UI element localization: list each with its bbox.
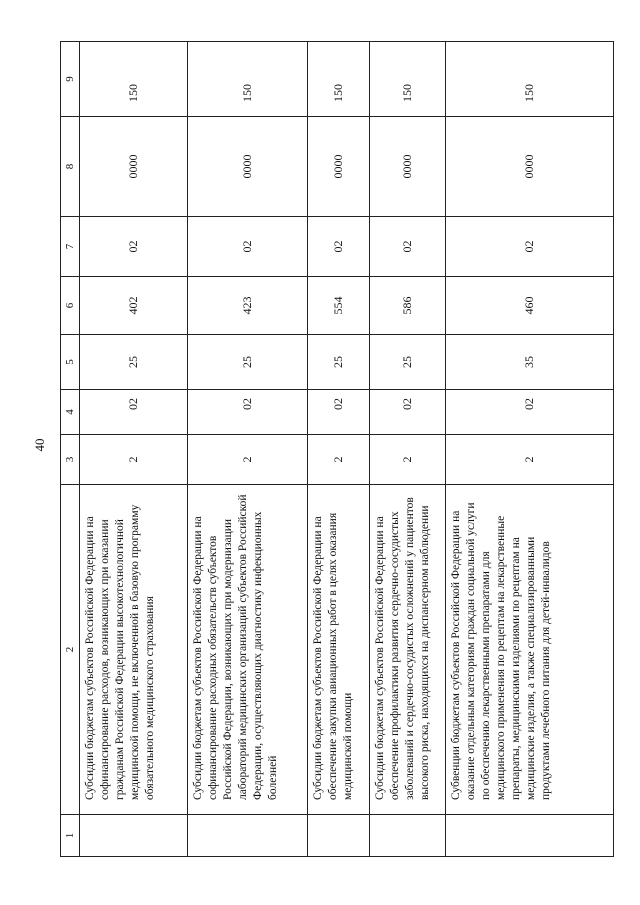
row-cell-4: 02 <box>188 390 308 435</box>
row-cell-7: 02 <box>80 217 188 277</box>
column-header-3: 3 <box>61 435 80 485</box>
column-header-5: 5 <box>61 335 80 390</box>
page-number: 40 <box>32 438 47 452</box>
row-cell-1 <box>308 815 370 857</box>
row-description: Субвенции бюджетам субъектов Российской Федерации на оказание отдельным категориям граждан социальной услуги по обеспечению лекарственными препаратами для медицинского применения по рецептам на лекарственные препараты, медицинскими изделиями по рецептам на медицинские изделия, а также специализированными продуктами лечебного питания для детей-инвалидов <box>446 485 614 815</box>
row-cell-1 <box>446 815 614 857</box>
row-cell-6: 586 <box>370 277 446 335</box>
column-header-4: 4 <box>61 390 80 435</box>
row-cell-6: 554 <box>308 277 370 335</box>
row-cell-9: 150 <box>446 42 614 117</box>
row-cell-7: 02 <box>446 217 614 277</box>
table-row <box>370 42 446 857</box>
row-cell-7: 02 <box>370 217 446 277</box>
row-description: Субсидии бюджетам субъектов Российской Федерации на софинансирование расходных обязательств субъектов Российской Федерации, возникающих при модернизации лабораторий медицинских организаций субъектов Российской Федерации, осуществляющих диагностику инфекционных болезней <box>188 485 308 815</box>
row-cell-3: 2 <box>446 435 614 485</box>
row-cell-8: 0000 <box>188 117 308 217</box>
row-cell-6: 423 <box>188 277 308 335</box>
row-cell-1 <box>370 815 446 857</box>
row-cell-1 <box>188 815 308 857</box>
row-cell-3: 2 <box>308 435 370 485</box>
column-header-8: 8 <box>61 117 80 217</box>
row-cell-4: 02 <box>370 390 446 435</box>
row-cell-3: 2 <box>80 435 188 485</box>
row-cell-8: 0000 <box>446 117 614 217</box>
row-description: Субсидии бюджетам субъектов Российской Федерации на обеспечение профилактики развития сердечно-сосудистых заболеваний и сердечно-сосудистых осложнений у пациентов высокого риска, находящихся на диспансерном наблюдении <box>370 485 446 815</box>
row-cell-8: 0000 <box>308 117 370 217</box>
row-cell-6: 402 <box>80 277 188 335</box>
row-cell-8: 0000 <box>80 117 188 217</box>
row-cell-8: 0000 <box>370 117 446 217</box>
row-cell-9: 150 <box>370 42 446 117</box>
column-header-2: 2 <box>61 485 80 815</box>
row-cell-9: 150 <box>308 42 370 117</box>
budget-classification-table-rotated <box>60 42 612 857</box>
column-header-9: 9 <box>61 42 80 117</box>
table-row <box>446 42 614 857</box>
column-header-6: 6 <box>61 277 80 335</box>
row-cell-1 <box>80 815 188 857</box>
row-cell-4: 02 <box>80 390 188 435</box>
table-row <box>80 42 188 857</box>
table-row <box>188 42 308 857</box>
row-cell-6: 460 <box>446 277 614 335</box>
row-cell-9: 150 <box>188 42 308 117</box>
row-cell-5: 25 <box>188 335 308 390</box>
row-cell-3: 2 <box>370 435 446 485</box>
header-row <box>61 42 80 857</box>
row-cell-5: 25 <box>308 335 370 390</box>
row-cell-4: 02 <box>308 390 370 435</box>
row-cell-9: 150 <box>80 42 188 117</box>
row-cell-5: 25 <box>370 335 446 390</box>
row-cell-5: 25 <box>80 335 188 390</box>
row-cell-7: 02 <box>188 217 308 277</box>
row-description: Субсидии бюджетам субъектов Российской Федерации на софинансирование расходов, возникающих при оказании гражданам Российской Федерации высокотехнологичной медицинской помощи, не включенной в базовую программу обязательного медицинского страхования <box>80 485 188 815</box>
budget-classification-table <box>60 41 614 857</box>
row-description: Субсидии бюджетам субъектов Российской Федерации на обеспечение закупки авиационных работ в целях оказания медицинской помощи <box>308 485 370 815</box>
row-cell-7: 02 <box>308 217 370 277</box>
table-row <box>308 42 370 857</box>
row-cell-5: 35 <box>446 335 614 390</box>
row-cell-3: 2 <box>188 435 308 485</box>
column-header-1: 1 <box>61 815 80 857</box>
column-header-7: 7 <box>61 217 80 277</box>
row-cell-4: 02 <box>446 390 614 435</box>
